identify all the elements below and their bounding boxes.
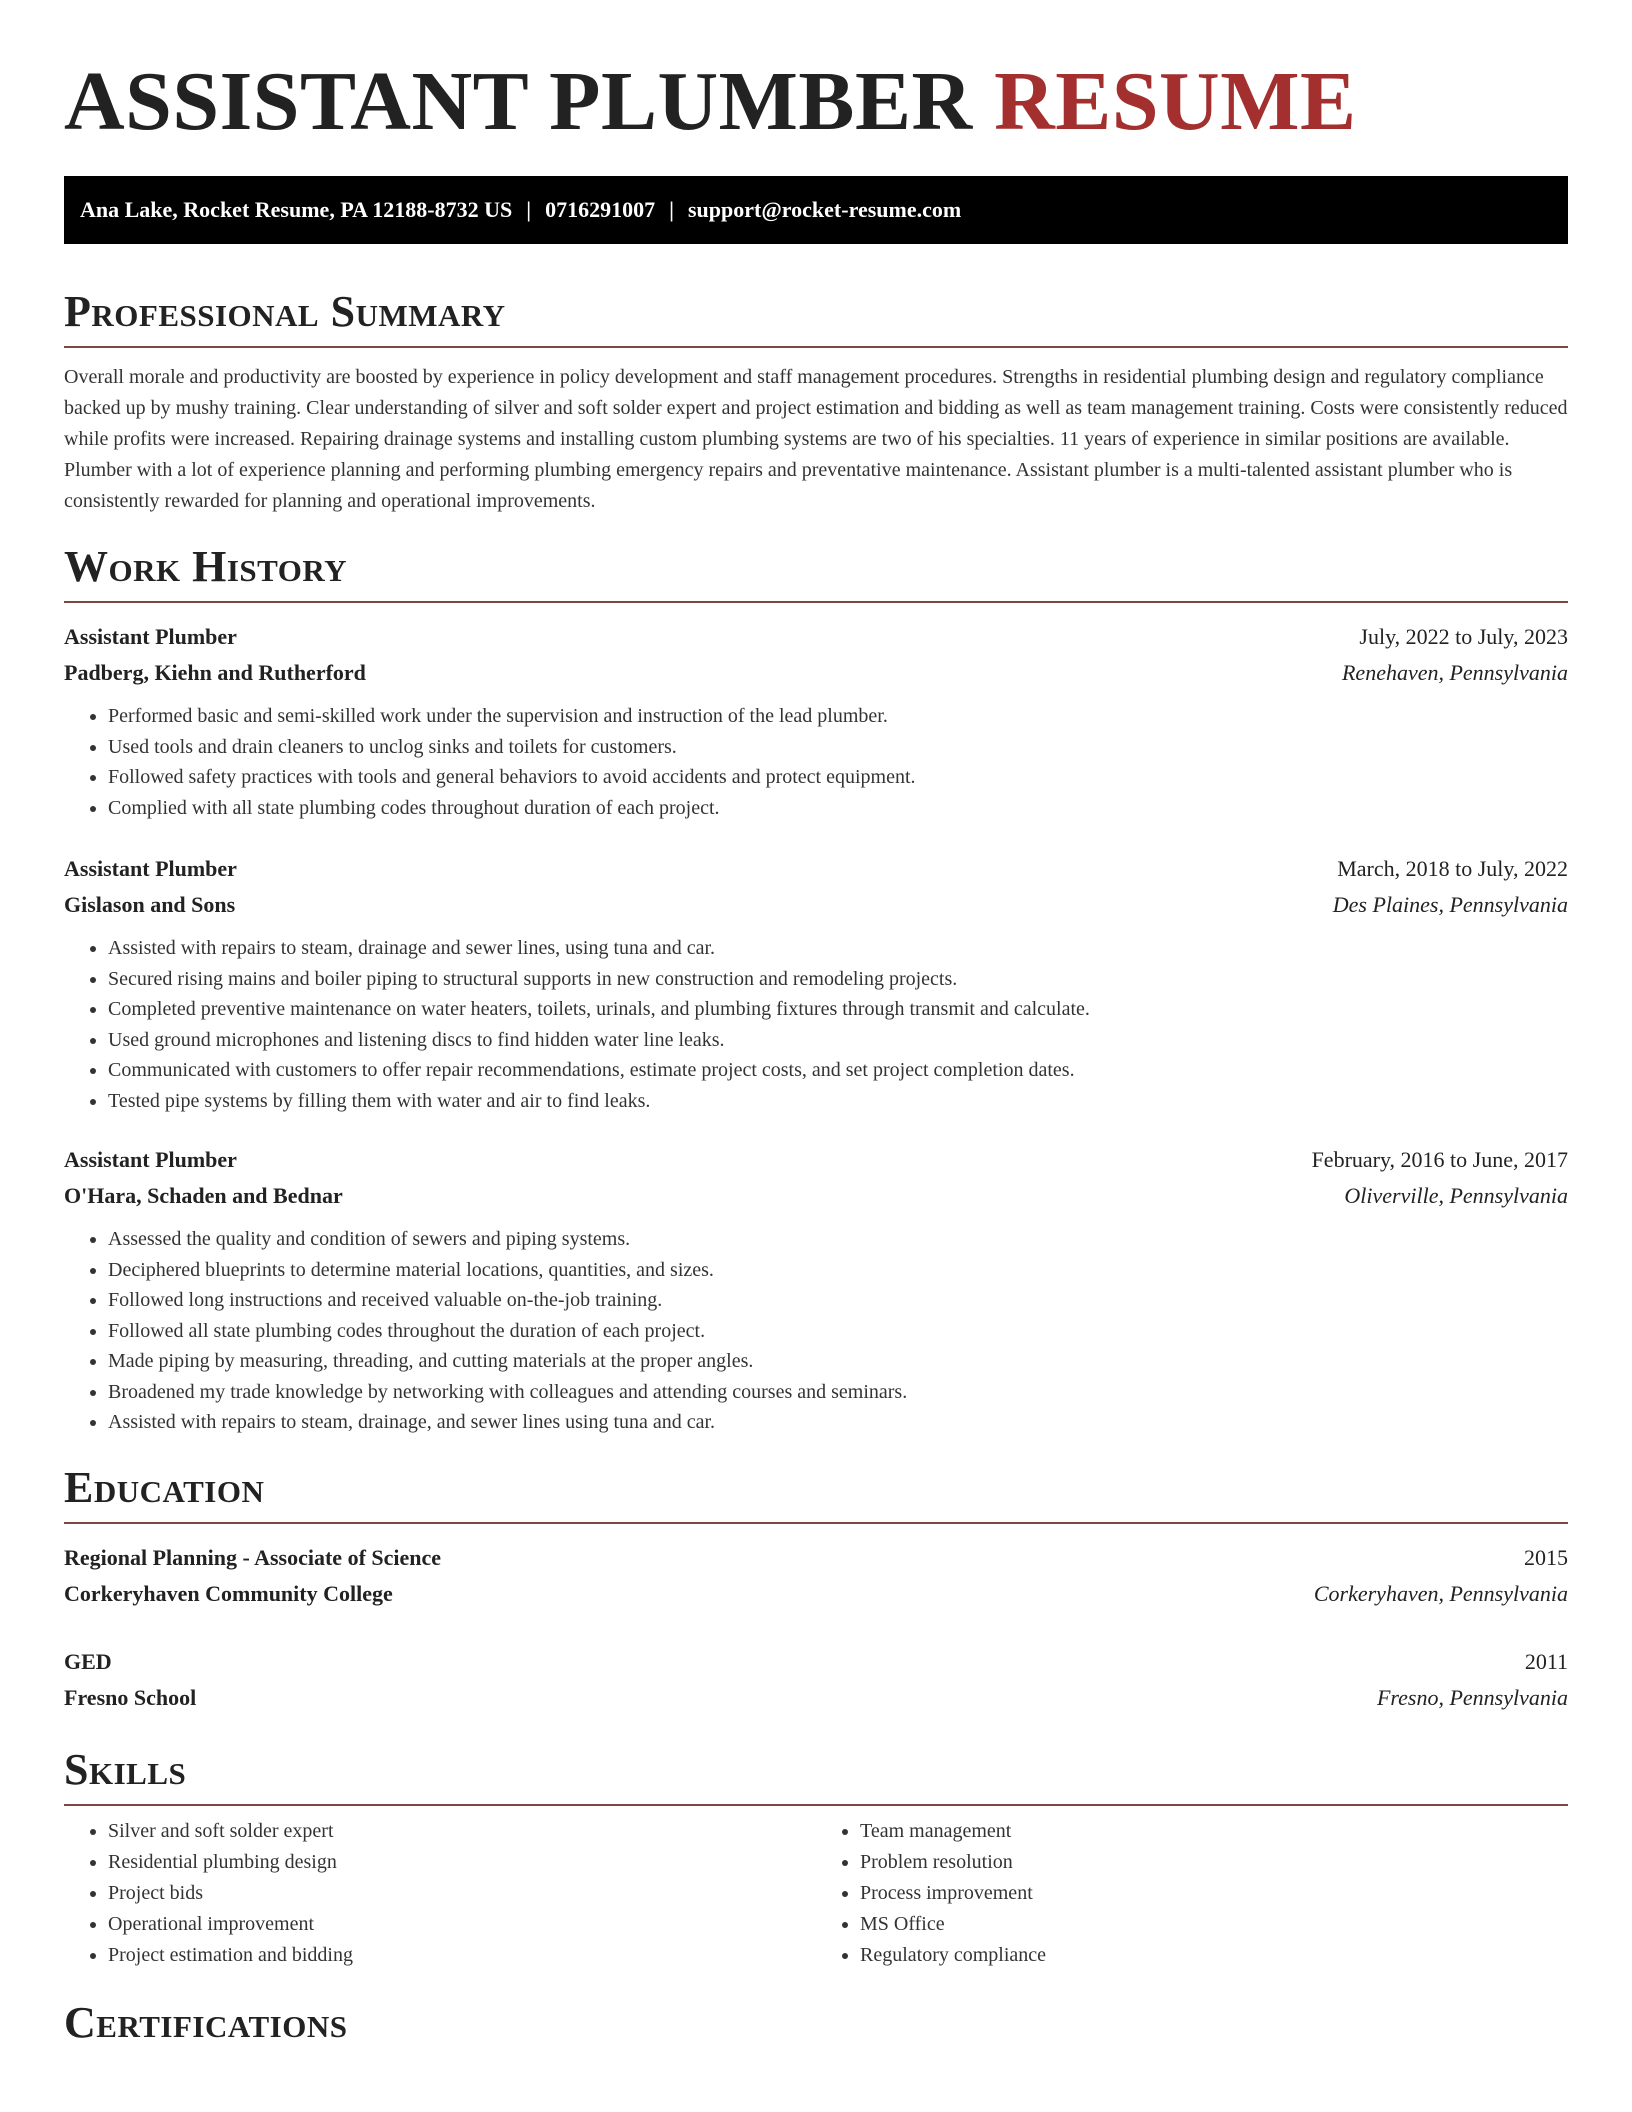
- list-item: • Problem resolution: [860, 1847, 1568, 1878]
- job-company: O'Hara, Schaden and Bednar: [64, 1183, 343, 1208]
- job-entry: [64, 851, 1568, 1116]
- section-title-skills: Skills: [64, 1746, 1568, 1806]
- title-main: ASSISTANT PLUMBER: [64, 55, 973, 148]
- list-item: • Process improvement: [860, 1878, 1568, 1909]
- skills-list-left: [64, 1816, 816, 1971]
- skills-list-right: [816, 1816, 1568, 1971]
- job-bullets: [64, 1224, 1568, 1438]
- education-header-row: [64, 1540, 1568, 1576]
- job-title: Assistant Plumber: [64, 624, 237, 649]
- skills-columns: [64, 1806, 1568, 1971]
- list-item: • Project bids: [108, 1878, 816, 1909]
- job-dates: July, 2022 to July, 2023: [1359, 624, 1568, 649]
- list-item: • Followed all state plumbing codes throughout the duration of each project.: [108, 1316, 1568, 1347]
- job-company-row: [64, 655, 1568, 691]
- job-title: Assistant Plumber: [64, 1147, 237, 1172]
- contact-phone: 0716291007: [545, 197, 656, 222]
- section-title-summary: Professional Summary: [64, 288, 1568, 348]
- job-dates: March, 2018 to July, 2022: [1337, 856, 1568, 881]
- job-bullets: [64, 933, 1568, 1116]
- resume-title: [64, 0, 1568, 152]
- contact-separator: |: [669, 197, 674, 222]
- education-section: [64, 1464, 1568, 1716]
- list-item: • MS Office: [860, 1909, 1568, 1940]
- job-company-row: [64, 887, 1568, 923]
- education-degree: Regional Planning - Associate of Science: [64, 1544, 442, 1570]
- list-item: • Secured rising mains and boiler piping to structural supports in new construction and remodeling projects.: [108, 964, 1568, 995]
- job-company-row: [64, 1178, 1568, 1214]
- list-item: • Used ground microphones and listening discs to find hidden water line leaks.: [108, 1025, 1568, 1056]
- list-item: • Team management: [860, 1816, 1568, 1847]
- contact-separator: |: [526, 197, 532, 222]
- job-location: Renehaven, Pennsylvania: [1341, 660, 1568, 685]
- job-dates: February, 2016 to June, 2017: [1311, 1147, 1568, 1172]
- job-header-row: [64, 1142, 1568, 1178]
- list-item: • Completed preventive maintenance on water heaters, toilets, urinals, and plumbing fixtures through transmit and calculate.: [108, 994, 1568, 1025]
- education-header-row: [64, 1644, 1568, 1680]
- job-bullets: [64, 701, 1568, 823]
- summary-section: [64, 288, 1568, 517]
- education-degree: GED: [64, 1648, 112, 1674]
- section-title-work-history: Work History: [64, 543, 1568, 603]
- education-school-row: [64, 1576, 1568, 1612]
- contact-email: support@rocket-resume.com: [687, 197, 962, 222]
- job-entry: [64, 619, 1568, 823]
- education-location: Fresno, Pennsylvania: [1376, 1684, 1568, 1710]
- section-title-education: Education: [64, 1464, 1568, 1524]
- certifications-section: [64, 1999, 1568, 2057]
- list-item: • Communicated with customers to offer repair recommendations, estimate project costs, and set project completion dates.: [108, 1055, 1568, 1086]
- job-company: Gislason and Sons: [64, 892, 236, 917]
- resume-page: [64, 0, 1568, 2057]
- education-school-row: [64, 1680, 1568, 1716]
- job-entry: [64, 1142, 1568, 1438]
- list-item: • Residential plumbing design: [108, 1847, 816, 1878]
- education-location: Corkeryhaven, Pennsylvania: [1313, 1580, 1568, 1606]
- education-school: Corkeryhaven Community College: [64, 1580, 393, 1606]
- summary-text: Overall morale and productivity are boosted by experience in policy development and staff management procedures. Strengths in residential plumbing design and regulatory compliance backed up by mushy training. Clear understanding of silver and soft solder expert and project estimation and bidding as well as team management training. Costs were consistently reduced while profits were increased. Repairing drainage systems and installing custom plumbing systems are two of his specialties. 11 years of experience in similar positions are available. Plumber with a lot of experience planning and performing plumbing emergency repairs and preventative maintenance. Assistant plumber is a multi-talented assistant plumber who is consistently rewarded for planning and operational improvements.: [64, 366, 1568, 512]
- job-header-row: [64, 619, 1568, 655]
- list-item: • Regulatory compliance: [860, 1940, 1568, 1971]
- job-header-row: [64, 851, 1568, 887]
- list-item: • Assessed the quality and condition of sewers and piping systems.: [108, 1224, 1568, 1255]
- education-entry: [64, 1540, 1568, 1612]
- education-year: 2011: [1524, 1648, 1568, 1674]
- contact-address: Ana Lake, Rocket Resume, PA 12188-8732 US: [80, 197, 513, 222]
- list-item: • Project estimation and bidding: [108, 1940, 816, 1971]
- work-history-section: [64, 543, 1568, 1438]
- education-entry: [64, 1644, 1568, 1716]
- title-accent: RESUME: [994, 55, 1357, 148]
- skills-section: [64, 1746, 1568, 1971]
- list-item: • Used tools and drain cleaners to unclog sinks and toilets for customers.: [108, 732, 1568, 763]
- job-location: Des Plaines, Pennsylvania: [1332, 892, 1568, 917]
- list-item: • Deciphered blueprints to determine material locations, quantities, and sizes.: [108, 1255, 1568, 1286]
- list-item: • Followed long instructions and received valuable on-the-job training.: [108, 1285, 1568, 1316]
- list-item: • Operational improvement: [108, 1909, 816, 1940]
- list-item: • Assisted with repairs to steam, drainage, and sewer lines using tuna and car.: [108, 1407, 1568, 1438]
- list-item: • Assisted with repairs to steam, drainage and sewer lines, using tuna and car.: [108, 933, 1568, 964]
- job-title: Assistant Plumber: [64, 856, 237, 881]
- list-item: • Performed basic and semi-skilled work under the supervision and instruction of the lead plumber.: [108, 701, 1568, 732]
- list-item: • Followed safety practices with tools and general behaviors to avoid accidents and protect equipment.: [108, 762, 1568, 793]
- list-item: • Silver and soft solder expert: [108, 1816, 816, 1847]
- list-item: • Tested pipe systems by filling them with water and air to find leaks.: [108, 1086, 1568, 1117]
- section-title-certifications: Certifications: [64, 1997, 348, 2047]
- job-location: Oliverville, Pennsylvania: [1344, 1183, 1568, 1208]
- job-company: Padberg, Kiehn and Rutherford: [64, 660, 366, 685]
- list-item: • Made piping by measuring, threading, and cutting materials at the proper angles.: [108, 1346, 1568, 1377]
- contact-bar: [64, 176, 1568, 244]
- list-item: • Complied with all state plumbing codes throughout duration of each project.: [108, 793, 1568, 824]
- education-school: Fresno School: [64, 1684, 197, 1710]
- education-year: 2015: [1524, 1544, 1568, 1570]
- list-item: • Broadened my trade knowledge by networking with colleagues and attending courses and seminars.: [108, 1377, 1568, 1408]
